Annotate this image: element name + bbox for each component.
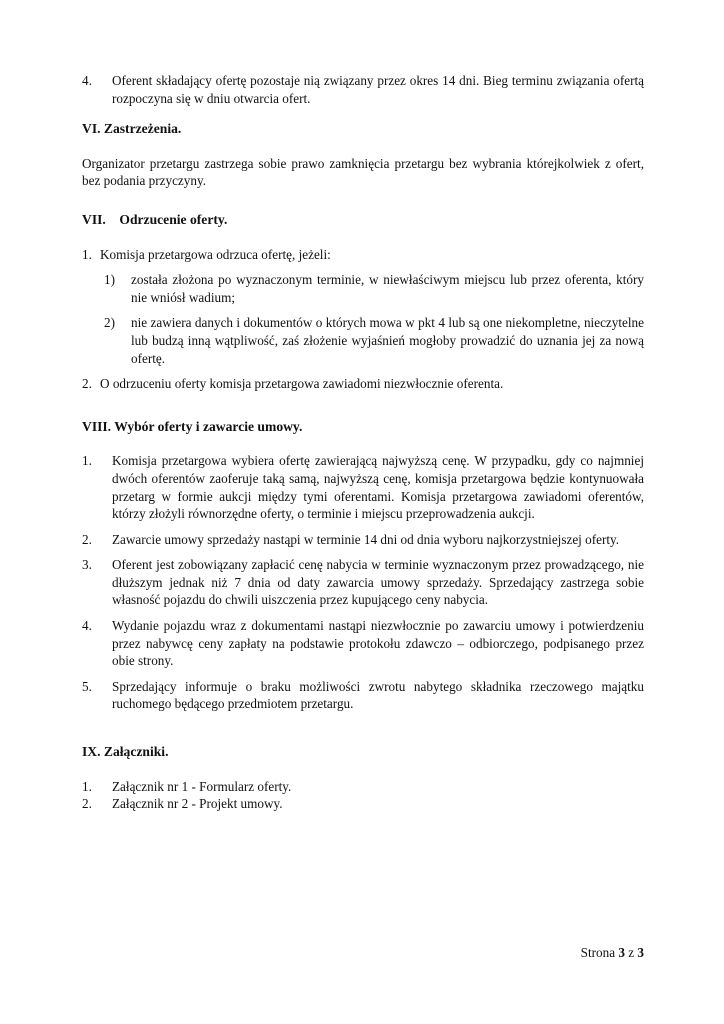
spacer (82, 229, 644, 246)
list-item-text: Oferent składający ofertę pozostaje nią związany przez okres 14 dni. Bieg terminu związania ofertą rozpoczyna się w dniu otwarcia ofert. (112, 73, 644, 106)
list-item-text: Komisja przetargowa odrzuca ofertę, jeżeli: (100, 246, 331, 262)
list-marker: 1. (82, 246, 92, 262)
list-marker: 1. (82, 453, 92, 469)
list-marker: 3. (82, 557, 92, 573)
footer-label-prefix: Strona (580, 945, 619, 960)
list-item-viii-4 (82, 617, 644, 670)
list-marker: 4. (82, 618, 92, 634)
footer-current-page: 3 (618, 945, 625, 960)
section-heading-vii: VII. Odrzucenie oferty. (82, 211, 228, 227)
section-heading-vi: VI. Zastrzeżenia. (82, 121, 182, 137)
list-item-text: Wydanie pojazdu wraz z dokumentami nastąpi niezwłocznie po zawarciu umowy i potwierdzeniu przez nabywcę ceny zapłaty na podstawie protokołu zdawczo – odbiorczego, podpisanego przez obie strony. (112, 618, 644, 669)
footer-label-middle: z (624, 945, 638, 960)
list-item-text: Załącznik nr 1 - Formularz oferty. (112, 778, 292, 794)
list-item-text: Zawarcie umowy sprzedaży nastąpi w terminie 14 dni od dnia wyboru najkorzystniejszej oferty. (112, 531, 620, 547)
list-item-viii-1 (82, 452, 644, 522)
spacer (82, 367, 644, 375)
list-item-viii-2 (82, 531, 644, 549)
list-item-text: nie zawiera danych i dokumentów o których mowa w pkt 4 lub są one niekompletne, nieczytelne lub budzą inną wątpliwość, zaś złożenie wyjaśnień mogłoby prowadzić do uznania jej za nową ofertę. (131, 315, 644, 366)
list-item-vii-2 (82, 375, 644, 393)
list-item-ix-1 (82, 778, 644, 796)
list-marker: 1) (104, 272, 115, 288)
list-item-text: Sprzedający informuje o braku możliwości zwrotu nabytego składnika rzeczowego majątku ruchomego będącego przedmiotem przetargu. (112, 678, 644, 712)
list-item-text: Komisja przetargowa wybiera ofertę zawierającą najwyższą cenę. W przypadku, gdy co najmniej dwóch oferentów zaoferuje taką samą, najwyższą cenę, komisja przetargowa będzie kontynuowała przetarg w formie aukcji między tymi oferentami. Komisja przetargowa zawiadomi oferentów, którzy złożyli równorzędne oferty, o terminie i miejscu przeprowadzenia aukcji. (112, 453, 644, 522)
spacer (82, 730, 644, 743)
list-item-text: została złożona po wyznaczonym terminie, w niewłaściwym miejscu lub przez oferenta, który nie wniósł wadium; (131, 272, 644, 305)
list-item-ix-2 (82, 795, 644, 813)
spacer (82, 713, 644, 730)
list-item-text: Oferent jest zobowiązany zapłacić cenę nabycia w terminie wyznaczonym przez prowadzącego, nie dłuższym jednak niż 7 dnia od daty zawarcia umowy sprzedaży. Sprzedający zastrzega sobie własność pojazdu do chwili uiszczenia przez kupującego ceny nabycia. (112, 557, 644, 608)
list-item-text: Załącznik nr 2 - Projekt umowy. (112, 796, 283, 812)
document-body (82, 72, 644, 813)
list-item-vii-1-2 (82, 314, 644, 367)
section-vi-paragraph: Organizator przetargu zastrzega sobie prawo zamknięcia przetargu bez wybrania którejkolwiek z ofert, bez podania przyczyny. (82, 155, 644, 189)
footer-total-pages: 3 (637, 945, 644, 960)
list-marker: 1. (82, 778, 92, 794)
list-marker: 2. (82, 796, 92, 812)
spacer (82, 138, 644, 155)
list-marker: 2) (104, 315, 115, 331)
spacer (82, 107, 644, 120)
list-marker: 4. (82, 73, 92, 88)
list-marker: 2. (82, 531, 92, 547)
spacer (82, 190, 644, 207)
section-heading-viii: VIII. Wybór oferty i zawarcie umowy. (82, 418, 303, 434)
spacer (82, 761, 644, 778)
list-item-viii-5 (82, 678, 644, 713)
page-footer (82, 944, 644, 961)
spacer (82, 410, 644, 418)
list-item-viii-3 (82, 556, 644, 609)
list-item-text: O odrzuceniu oferty komisja przetargowa zawiadomi niezwłocznie oferenta. (100, 376, 504, 392)
list-marker: 2. (82, 376, 92, 392)
list-item-vii-1 (82, 246, 644, 264)
spacer (82, 263, 644, 271)
list-item-vii-1-1 (82, 271, 644, 306)
spacer (82, 435, 644, 452)
section-heading-ix: IX. Załączniki. (82, 744, 169, 760)
spacer (82, 393, 644, 410)
list-item-carryover-4 (82, 72, 644, 107)
list-marker: 5. (82, 678, 92, 694)
